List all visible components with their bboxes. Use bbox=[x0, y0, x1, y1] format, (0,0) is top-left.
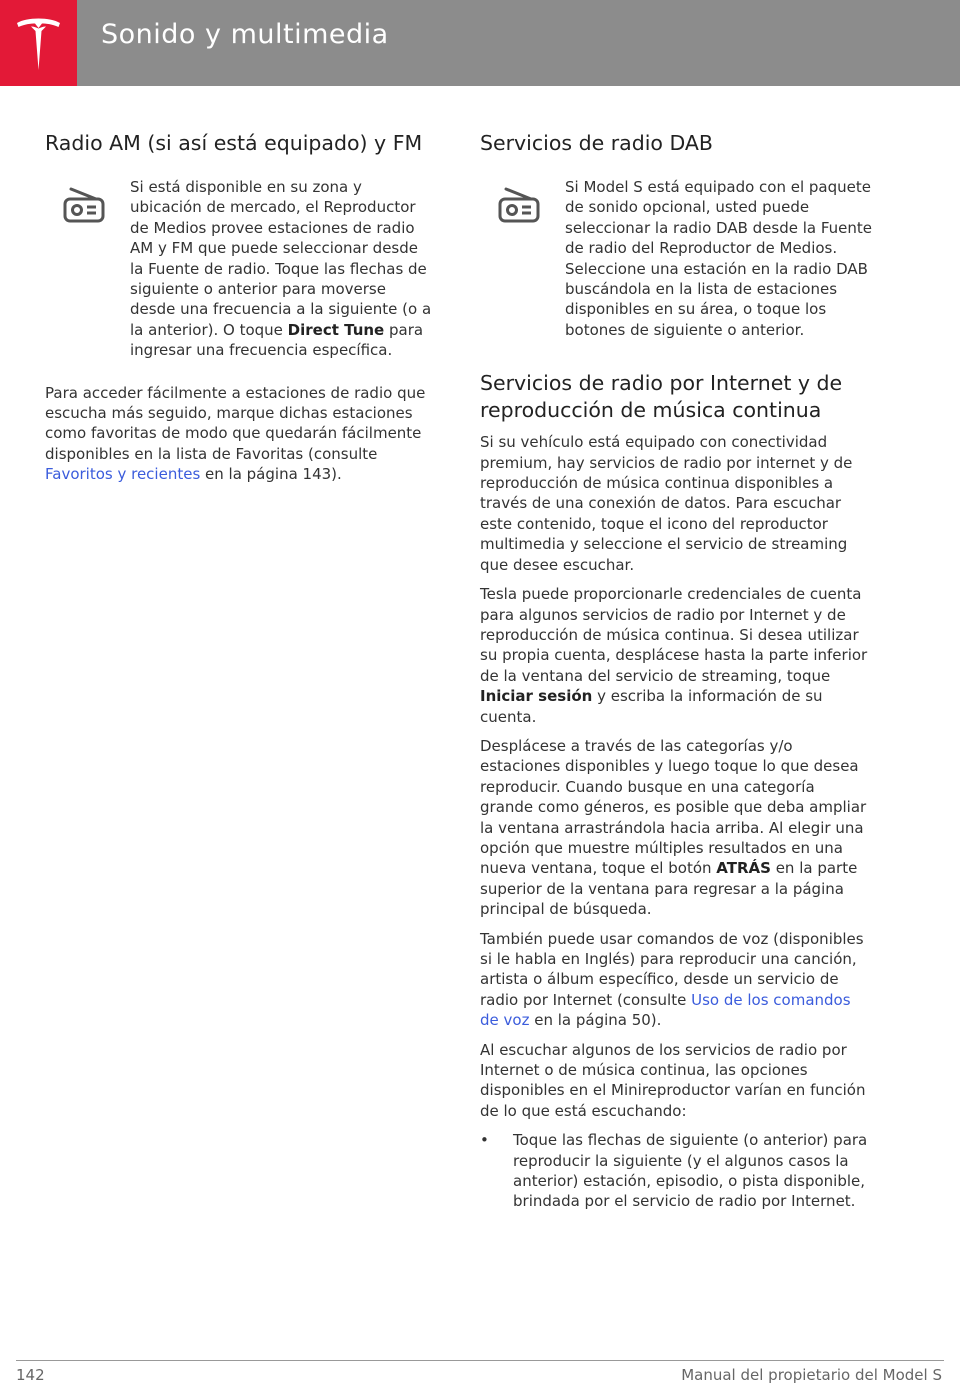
dab-block bbox=[480, 177, 872, 340]
direct-tune-label: Direct Tune bbox=[287, 320, 385, 339]
internet-radio-heading: Servicios de radio por Internet y de reproducción de música continua bbox=[480, 371, 843, 423]
internet-p3: Desplácese a través de las categorías y/o estaciones disponibles y luego toque lo que desea reproducir. Cuando busque en una categoría grande como géneros, es posible que deba ampliar la ventana arrastrándola hacia arriba. Al elegir una opción que muestre múltiples resultados en una nueva ventana, toque el botón ATRÁS en la parte superior de la ventana para regresar a la página principal de búsqueda. bbox=[480, 736, 867, 919]
iniciar-sesion-label: Iniciar sesión bbox=[480, 687, 593, 706]
page-header bbox=[0, 0, 960, 86]
options-list bbox=[480, 1130, 872, 1212]
bullet-icon: • bbox=[480, 1131, 489, 1150]
section-title: Sonido y multimedia bbox=[101, 19, 389, 50]
internet-p5: Al escuchar algunos de los servicios de radio por Internet o de música continua, las opciones disponibles en el Minireproductor varían en función de lo que está escuchando: bbox=[480, 1040, 866, 1120]
favoritos-link[interactable]: Favoritos y recientes bbox=[45, 465, 201, 484]
page-number: 142 bbox=[16, 1366, 45, 1384]
dab-heading: Servicios de radio DAB bbox=[480, 131, 713, 155]
radio-icon bbox=[498, 185, 540, 223]
footer-divider bbox=[16, 1360, 944, 1361]
comandos-voz-link[interactable]: Uso de los comandos de voz bbox=[480, 990, 851, 1030]
atras-label: ATRÁS bbox=[716, 859, 771, 878]
logo-box bbox=[0, 0, 77, 86]
manual-title: Manual del propietario del Model S bbox=[681, 1366, 942, 1384]
am-fm-intro-block bbox=[45, 177, 435, 361]
am-fm-intro: Si está disponible en su zona y ubicación de mercado, el Reproductor de Medios provee estaciones de radio AM y FM que puede seleccionar desde la Fuente de radio. Toque las flechas de siguiente o anterior para moverse desde una frecuencia a la siguiente (o a la anterior). O toque Direct Tune para ingresar una frecuencia específica. bbox=[130, 178, 432, 360]
tesla-logo-icon bbox=[13, 14, 64, 72]
left-column bbox=[45, 130, 435, 485]
am-fm-heading: Radio AM (si así está equipado) y FM bbox=[45, 131, 423, 155]
internet-p2: Tesla puede proporcionarle credenciales de cuenta para algunos servicios de radio por Internet y de reproducción de música continua. Si desea utilizar su propia cuenta, desplácese hasta la parte inferior de la ventana del servicio de streaming, toque Iniciar sesión y escriba la información de su cuenta. bbox=[480, 585, 868, 726]
radio-icon bbox=[63, 185, 105, 223]
list-item: • Toque las flechas de siguiente (o anterior) para reproducir la siguiente (y el algunos casos la anterior) estación, episodio, o pista disponible, brindada por el servicio de radio por Internet. bbox=[480, 1131, 868, 1211]
dab-text: Si Model S está equipado con el paquete de sonido opcional, usted puede seleccionar la radio DAB desde la Fuente de radio del Reproductor de Medios. Seleccione una estación en la radio DAB buscándola en la lista de estaciones disponibles en su área, o toque los botones de siguiente o anterior. bbox=[565, 178, 873, 339]
favorites-paragraph: Para acceder fácilmente a estaciones de radio que escucha más seguido, marque dichas estaciones como favoritas de modo que quedarán fácilmente disponibles en la lista de Favoritas (consulte Favoritos y recientes en la página 143). bbox=[45, 383, 426, 484]
internet-p1: Si su vehículo está equipado con conectividad premium, hay servicios de radio por internet y de reproducción de música continua disponibles a través de una conexión de datos. Para escuchar este contenido, toque el icono del reproductor multimedia y seleccione el servicio de streaming que desee escuchar. bbox=[480, 433, 853, 574]
internet-p4: También puede usar comandos de voz (disponibles si le habla en Inglés) para reproducir una canción, artista o álbum específico, desde un servicio de radio por Internet (consulte Uso de los comandos de voz en la página 50). bbox=[480, 929, 864, 1030]
right-column bbox=[480, 130, 872, 1212]
